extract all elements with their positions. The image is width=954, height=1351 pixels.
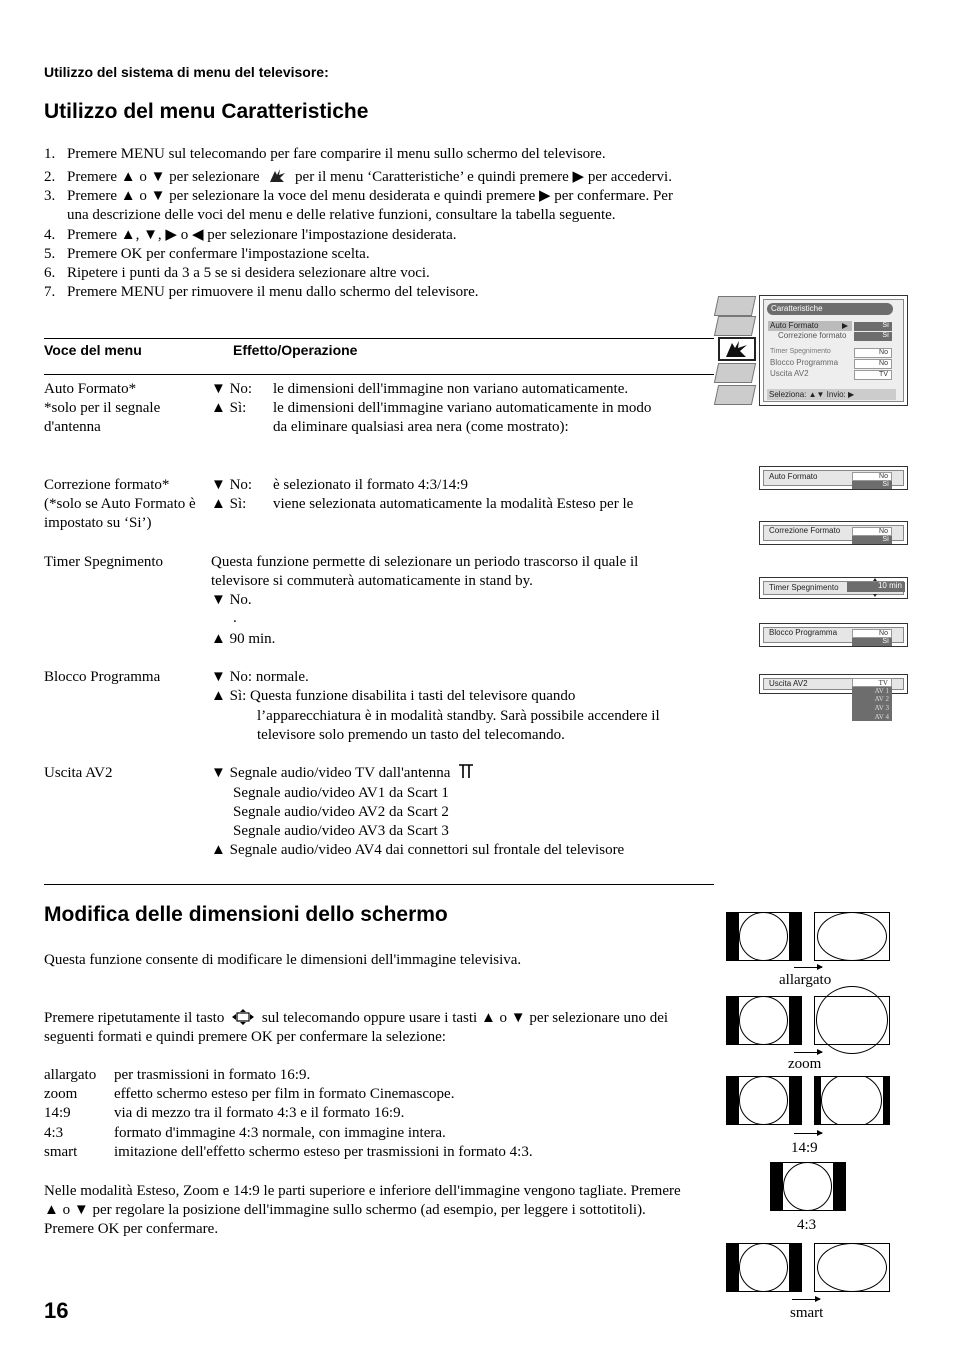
format-key: zoom xyxy=(44,1086,78,1102)
step-1: 1. xyxy=(44,146,56,162)
screen-source xyxy=(726,996,802,1045)
row-name-note-2: d'antenna xyxy=(44,419,101,435)
option-text: Segnale audio/video AV1 da Scart 1 xyxy=(233,785,449,801)
option-text: ▲ Sì: Questa funzione disabilita i tasti del televisore quando xyxy=(211,688,576,704)
intro-text: Questa funzione consente di modificare le dimensioni dell'immagine televisiva. xyxy=(44,952,522,968)
format-desc: effetto schermo esteso per film in formato Cinemascope. xyxy=(114,1086,455,1102)
option-text: . xyxy=(233,610,237,626)
section-divider xyxy=(44,884,714,885)
figure-label: zoom xyxy=(788,1056,822,1072)
format-desc: imitazione dell'effetto schermo esteso per trasmissioni in formato 4:3. xyxy=(114,1144,533,1160)
option-key: ▲ Sì: xyxy=(211,496,247,512)
antenna-icon xyxy=(458,764,474,779)
row-name-note-2: impostato su ‘Si’) xyxy=(44,515,152,531)
osd-value-auto: Sì xyxy=(854,322,892,331)
option-text: viene selezionata automaticamente la modalità Esteso per le xyxy=(273,496,634,512)
osd-arrow-right-icon xyxy=(842,323,848,329)
picture-menu-icon xyxy=(714,296,756,316)
figure-label: allargato xyxy=(779,972,832,988)
osd-option: AV 3 xyxy=(874,704,889,712)
option-text: da eliminare qualsiasi area nera (come mostrato): xyxy=(273,419,569,435)
osd-footer: Seleziona: ▲▼ Invio: ▶ xyxy=(769,390,855,399)
osd-label: Auto Formato xyxy=(769,472,818,481)
osd-label: Timer Spegnimento xyxy=(769,583,839,592)
osd-value-timer: No xyxy=(854,348,892,358)
option-text: televisore solo premendo un tasto del telecomando. xyxy=(257,727,565,743)
screen-size-button-icon xyxy=(231,1009,255,1025)
osd-value-blocco: No xyxy=(854,359,892,369)
down-arrow-icon xyxy=(873,594,877,597)
osd-value: No xyxy=(852,629,892,638)
step-4: 4. xyxy=(44,227,56,243)
screen-result xyxy=(814,1243,890,1292)
press-text: Premere ripetutamente il tasto sul telecomando oppure usare i tasti ▲ o ▼ per selezionare uno dei xyxy=(44,1010,669,1026)
step-5-text: Premere OK per confermare l'impostazione scelta. xyxy=(67,246,370,262)
option-text: ▲ Segnale audio/video AV4 dai connettori sul frontale del televisore xyxy=(211,842,625,858)
final-text-1: Nelle modalità Esteso, Zoom e 14:9 le parti superiore e inferiore dell'immagine vengono tagliate. Premere xyxy=(44,1183,681,1199)
page-title: Utilizzo del menu Caratteristiche xyxy=(44,100,369,123)
osd-option: TV xyxy=(852,678,892,687)
step-2-text: Premere ▲ o ▼ per selezionare per il menu ‘Caratteristiche’ e quindi premere ▶ per accedervi. xyxy=(67,169,672,185)
section-header: Utilizzo del sistema di menu del televisore: xyxy=(44,64,329,80)
option-text: è selezionato il formato 4:3/14:9 xyxy=(273,477,468,493)
osd-value: 10 min xyxy=(847,582,905,592)
osd-value: No xyxy=(852,527,892,536)
step-5: 5. xyxy=(44,246,56,262)
option-key: ▼ No: xyxy=(211,381,253,397)
figure-label: 4:3 xyxy=(797,1217,817,1233)
press-text-2: seguenti formati e quindi premere OK per confermare la selezione: xyxy=(44,1029,446,1045)
osd-label: Uscita AV2 xyxy=(769,679,808,688)
final-text-2: ▲ o ▼ per regolare la posizione dell'immagine sullo schermo (ad esempio, per leggere i sottotitoli). xyxy=(44,1202,646,1218)
screen-result xyxy=(770,1162,846,1211)
option-key: ▲ Sì: xyxy=(211,400,247,416)
format-desc: per trasmissioni in formato 16:9. xyxy=(114,1067,311,1083)
osd-option: AV 4 xyxy=(874,713,889,721)
osd-title: Caratteristiche xyxy=(771,304,823,313)
screen-source xyxy=(726,912,802,961)
osd-value-alt: Sì xyxy=(852,638,892,646)
format-key: 4:3 xyxy=(44,1125,64,1141)
final-text-3: Premere OK per confermare. xyxy=(44,1221,219,1237)
osd-item-av2: Uscita AV2 xyxy=(770,369,809,378)
osd-item-timer: Timer Spegnimento xyxy=(770,348,831,355)
option-text: ▼ No: normale. xyxy=(211,669,309,685)
osd-value-alt: Sì xyxy=(852,481,892,489)
step-3-text: Premere ▲ o ▼ per selezionare la voce del menu desiderata e quindi premere ▶ per confermare. Per xyxy=(67,188,673,204)
row-name: Auto Formato* xyxy=(44,381,137,397)
step-6: 6. xyxy=(44,265,56,281)
arrow-icon xyxy=(794,1052,822,1053)
arrow-icon xyxy=(794,1133,822,1134)
row-name: Blocco Programma xyxy=(44,669,161,685)
option-text: ▼ No. xyxy=(211,592,252,608)
option-key: ▼ No: xyxy=(211,477,253,493)
page-number: 16 xyxy=(44,1298,69,1323)
step-3-text-2: una descrizione delle voci del menu e delle relative funzioni, consultare la tabella seguente. xyxy=(67,207,616,223)
option-text: Segnale audio/video AV3 da Scart 3 xyxy=(233,823,449,839)
figure-label: 14:9 xyxy=(791,1140,818,1156)
format-desc: formato d'immagine 4:3 normale, con immagine intera. xyxy=(114,1125,446,1141)
osd-value-av2: TV xyxy=(854,370,892,380)
arrow-icon xyxy=(792,1299,820,1300)
step-4-text: Premere ▲, ▼, ▶ o ◀ per selezionare l'impostazione desiderata. xyxy=(67,227,457,243)
format-key: smart xyxy=(44,1144,78,1160)
osd-label: Blocco Programma xyxy=(769,628,838,637)
screen-result xyxy=(814,996,890,1045)
osd-item-blocco: Blocco Programma xyxy=(770,358,839,367)
screen-result xyxy=(814,912,890,961)
osd-item-auto-formato: Auto Formato xyxy=(770,321,819,330)
features-menu-icon xyxy=(267,168,287,184)
format-key: allargato xyxy=(44,1067,97,1083)
step-7: 7. xyxy=(44,284,56,300)
option-text: le dimensioni dell'immagine non variano automaticamente. xyxy=(273,381,629,397)
step-6-text: Ripetere i punti da 3 a 5 se si desidera selezionare altre voci. xyxy=(67,265,430,281)
setup-menu-icon xyxy=(714,363,756,383)
sound-menu-icon xyxy=(714,316,756,336)
section-title: Modifica delle dimensioni dello schermo xyxy=(44,903,448,926)
table-header-rule xyxy=(44,374,714,375)
row-name: Uscita AV2 xyxy=(44,765,113,781)
osd-value-alt: Sì xyxy=(852,536,892,544)
features-menu-screen xyxy=(759,295,908,406)
option-text: l’apparecchiatura è in modalità standby. Sarà possibile accendere il xyxy=(257,708,660,724)
table-top-rule xyxy=(44,338,714,339)
step-2: 2. xyxy=(44,169,56,185)
osd-option: AV 1 xyxy=(874,687,889,695)
osd-value: No xyxy=(852,472,892,481)
option-text: Segnale audio/video AV2 da Scart 2 xyxy=(233,804,449,820)
step-1-text: Premere MENU sul telecomando per fare comparire il menu sullo schermo del televisore. xyxy=(67,146,606,162)
option-text: le dimensioni dell'immagine variano automaticamente in modo xyxy=(273,400,652,416)
osd-blocco xyxy=(759,623,908,647)
option-text: Questa funzione permette di selezionare un periodo trascorso il quale il xyxy=(211,554,639,570)
option-text: ▼ Segnale audio/video TV dall'antenna xyxy=(211,764,474,783)
row-name-note: (*solo se Auto Formato è xyxy=(44,496,196,512)
install-menu-icon xyxy=(714,385,756,405)
screen-source xyxy=(726,1076,802,1125)
osd-item-correzione: Correzione formato xyxy=(778,331,847,340)
up-arrow-icon xyxy=(873,578,877,581)
osd-auto-formato xyxy=(759,466,908,490)
format-desc: via di mezzo tra il formato 4:3 e il formato 16:9. xyxy=(114,1105,405,1121)
row-name: Correzione formato* xyxy=(44,477,170,493)
option-text: ▲ 90 min. xyxy=(211,631,276,647)
osd-option: AV 2 xyxy=(874,695,889,703)
row-name-note: *solo per il segnale xyxy=(44,400,161,416)
osd-timer xyxy=(759,577,908,599)
features-menu-selected-icon xyxy=(718,337,756,361)
format-key: 14:9 xyxy=(44,1105,71,1121)
step-7-text: Premere MENU per rimuovere il menu dallo schermo del televisore. xyxy=(67,284,479,300)
figure-label: smart xyxy=(790,1305,824,1321)
table-header-effetto: Effetto/Operazione xyxy=(233,342,358,358)
osd-label: Correzione Formato xyxy=(769,526,841,535)
option-text: televisore si commuterà automaticamente in stand by. xyxy=(211,573,533,589)
osd-av2-list xyxy=(852,678,892,721)
osd-value-corr: Sì xyxy=(854,332,892,341)
osd-correzione-formato xyxy=(759,521,908,545)
row-name: Timer Spegnimento xyxy=(44,554,164,570)
step-3: 3. xyxy=(44,188,56,204)
table-header-voce: Voce del menu xyxy=(44,342,142,358)
screen-result xyxy=(814,1076,890,1125)
screen-source xyxy=(726,1243,802,1292)
arrow-icon xyxy=(794,967,822,968)
